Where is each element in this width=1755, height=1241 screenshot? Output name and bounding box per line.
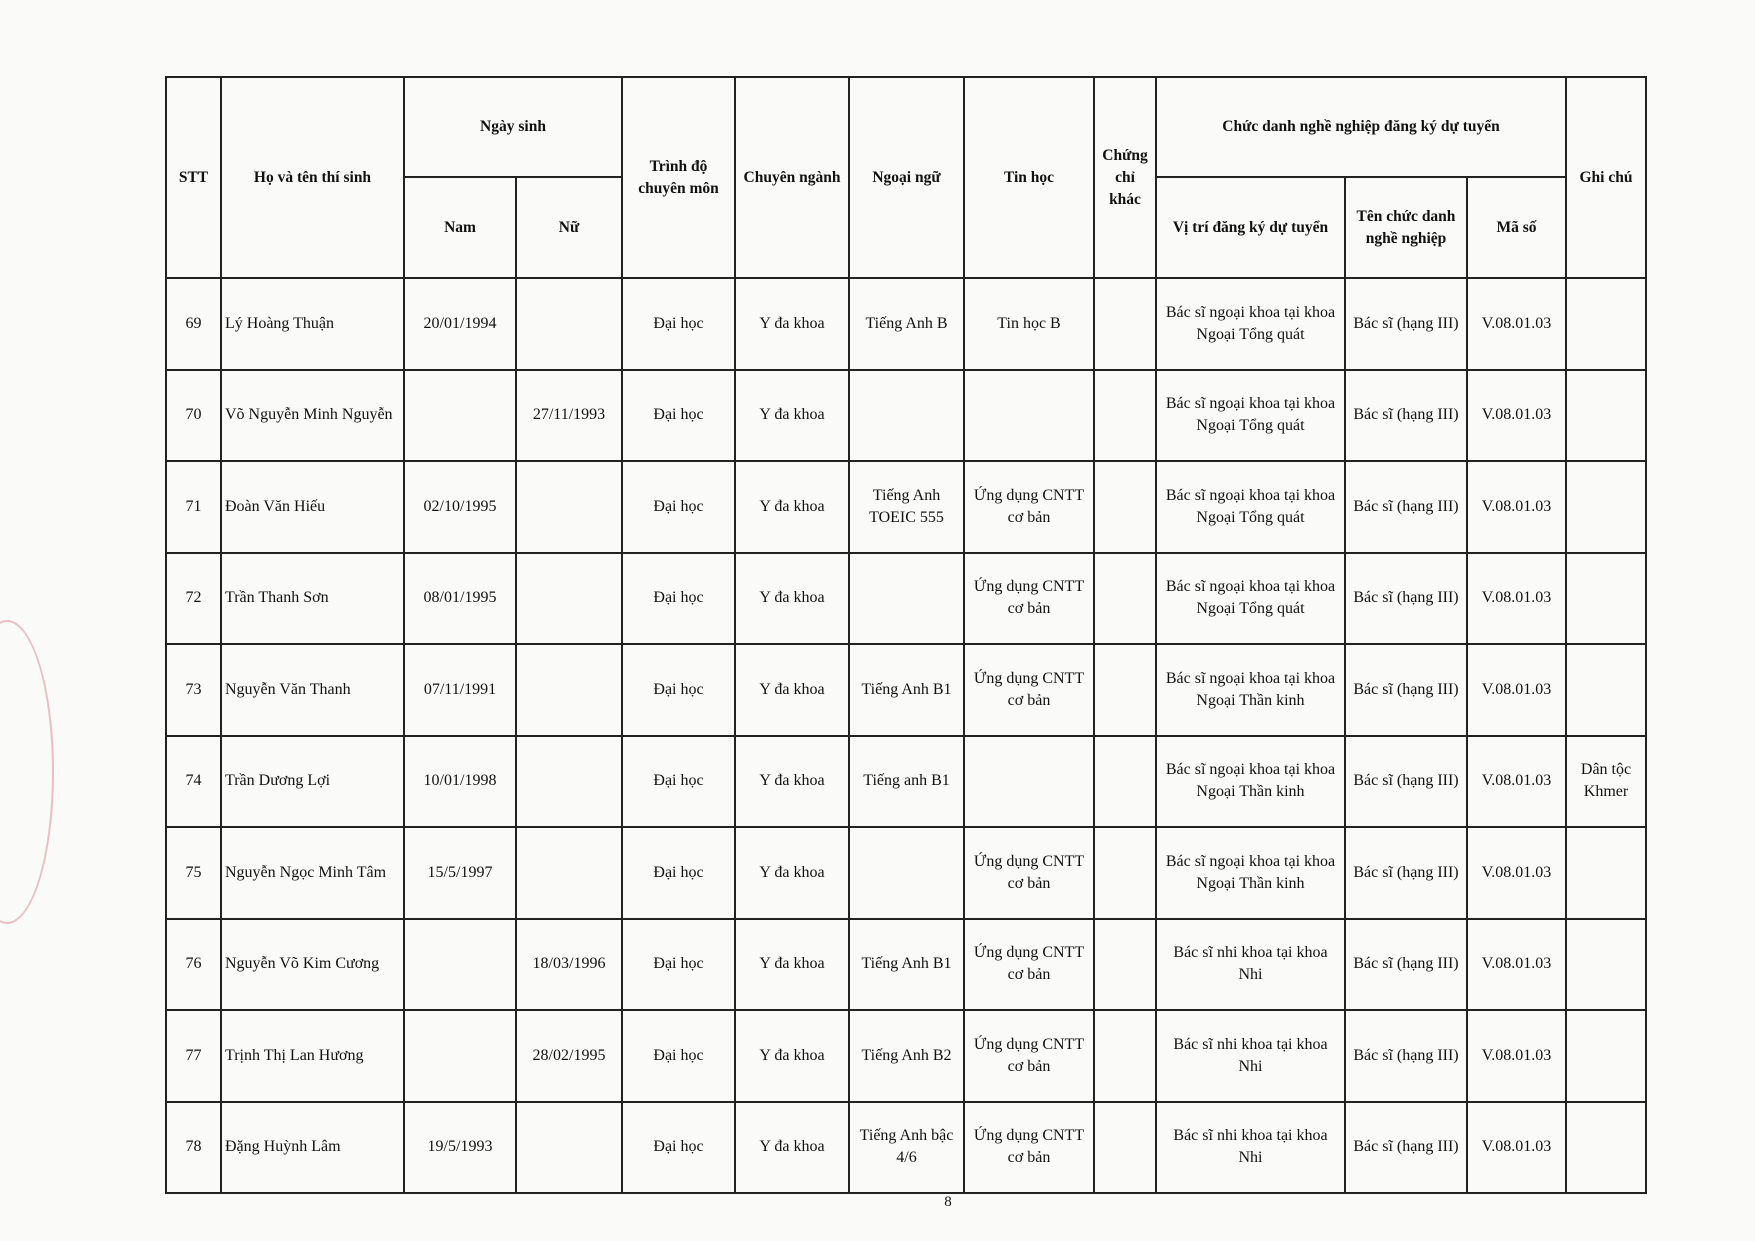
- cell-it: Ứng dụng CNTT cơ bản: [964, 1102, 1094, 1194]
- cell-male: [404, 370, 516, 462]
- cell-level: Đại học: [622, 370, 735, 462]
- cell-male: 15/5/1997: [404, 827, 516, 919]
- header-note: Ghi chú: [1566, 77, 1646, 278]
- cell-code: V.08.01.03: [1467, 461, 1566, 553]
- cell-male: [404, 919, 516, 1011]
- cell-male: [404, 1010, 516, 1102]
- table-row: [166, 736, 1646, 828]
- cell-it: Ứng dụng CNTT cơ bản: [964, 553, 1094, 645]
- cell-other: [1094, 370, 1156, 462]
- cell-level: Đại học: [622, 736, 735, 828]
- cell-stt: 69: [166, 278, 221, 370]
- cell-language: Tiếng Anh bậc 4/6: [849, 1102, 964, 1194]
- cell-female: [516, 644, 622, 736]
- cell-language: [849, 553, 964, 645]
- header-title: Tên chức danh nghề nghiệp: [1345, 177, 1467, 278]
- cell-language: [849, 827, 964, 919]
- header-code: Mã số: [1467, 177, 1566, 278]
- cell-position: Bác sĩ ngoại khoa tại khoa Ngoại Tổng quát: [1156, 461, 1345, 553]
- cell-code: V.08.01.03: [1467, 278, 1566, 370]
- table-body: [166, 278, 1646, 1193]
- cell-position: Bác sĩ nhi khoa tại khoa Nhi: [1156, 1102, 1345, 1194]
- cell-major: Y đa khoa: [735, 1102, 849, 1194]
- cell-major: Y đa khoa: [735, 919, 849, 1011]
- cell-female: [516, 827, 622, 919]
- cell-male: 19/5/1993: [404, 1102, 516, 1194]
- cell-title: Bác sĩ (hạng III): [1345, 1010, 1467, 1102]
- cell-it: Ứng dụng CNTT cơ bản: [964, 919, 1094, 1011]
- cell-other: [1094, 1010, 1156, 1102]
- cell-title: Bác sĩ (hạng III): [1345, 553, 1467, 645]
- page-number: 8: [944, 1194, 952, 1210]
- cell-other: [1094, 644, 1156, 736]
- cell-male: 02/10/1995: [404, 461, 516, 553]
- table-row: [166, 278, 1646, 370]
- candidate-table: [165, 76, 1647, 1194]
- cell-name: Trần Dương Lợi: [221, 736, 404, 828]
- cell-language: [849, 370, 964, 462]
- cell-position: Bác sĩ ngoại khoa tại khoa Ngoại Thần kinh: [1156, 736, 1345, 828]
- cell-level: Đại học: [622, 1010, 735, 1102]
- cell-name: Đặng Huỳnh Lâm: [221, 1102, 404, 1194]
- cell-stt: 72: [166, 553, 221, 645]
- cell-level: Đại học: [622, 1102, 735, 1194]
- header-position-group: Chức danh nghề nghiệp đăng ký dự tuyển: [1156, 77, 1566, 177]
- header-other-cert: Chứng chỉ khác: [1094, 77, 1156, 278]
- cell-level: Đại học: [622, 461, 735, 553]
- header-level: Trình độ chuyên môn: [622, 77, 735, 278]
- cell-name: Lý Hoàng Thuận: [221, 278, 404, 370]
- cell-other: [1094, 827, 1156, 919]
- cell-language: Tiếng Anh B2: [849, 1010, 964, 1102]
- table-row: [166, 644, 1646, 736]
- cell-female: 27/11/1993: [516, 370, 622, 462]
- table-row: [166, 461, 1646, 553]
- cell-it: Ứng dụng CNTT cơ bản: [964, 644, 1094, 736]
- cell-major: Y đa khoa: [735, 736, 849, 828]
- cell-it: Ứng dụng CNTT cơ bản: [964, 1010, 1094, 1102]
- cell-level: Đại học: [622, 919, 735, 1011]
- cell-title: Bác sĩ (hạng III): [1345, 736, 1467, 828]
- header-female: Nữ: [516, 177, 622, 278]
- cell-female: 18/03/1996: [516, 919, 622, 1011]
- cell-name: Nguyễn Võ Kim Cương: [221, 919, 404, 1011]
- cell-it: Ứng dụng CNTT cơ bản: [964, 461, 1094, 553]
- header-male: Nam: [404, 177, 516, 278]
- cell-it: Tin học B: [964, 278, 1094, 370]
- cell-code: V.08.01.03: [1467, 827, 1566, 919]
- cell-other: [1094, 1102, 1156, 1194]
- cell-major: Y đa khoa: [735, 370, 849, 462]
- cell-title: Bác sĩ (hạng III): [1345, 1102, 1467, 1194]
- cell-code: V.08.01.03: [1467, 1102, 1566, 1194]
- cell-male: 20/01/1994: [404, 278, 516, 370]
- cell-stt: 76: [166, 919, 221, 1011]
- cell-title: Bác sĩ (hạng III): [1345, 370, 1467, 462]
- cell-stt: 74: [166, 736, 221, 828]
- table-row: [166, 827, 1646, 919]
- header-dob: Ngày sinh: [404, 77, 622, 177]
- header-stt: STT: [166, 77, 221, 278]
- cell-male: 10/01/1998: [404, 736, 516, 828]
- cell-it: Ứng dụng CNTT cơ bản: [964, 827, 1094, 919]
- cell-major: Y đa khoa: [735, 1010, 849, 1102]
- cell-male: 07/11/1991: [404, 644, 516, 736]
- cell-other: [1094, 736, 1156, 828]
- cell-note: [1566, 827, 1646, 919]
- cell-code: V.08.01.03: [1467, 919, 1566, 1011]
- cell-position: Bác sĩ ngoại khoa tại khoa Ngoại Tổng quát: [1156, 278, 1345, 370]
- cell-code: V.08.01.03: [1467, 1010, 1566, 1102]
- table-row: [166, 1010, 1646, 1102]
- cell-other: [1094, 919, 1156, 1011]
- cell-language: Tiếng Anh B1: [849, 644, 964, 736]
- cell-code: V.08.01.03: [1467, 553, 1566, 645]
- cell-stt: 78: [166, 1102, 221, 1194]
- cell-language: Tiếng Anh B1: [849, 919, 964, 1011]
- cell-major: Y đa khoa: [735, 644, 849, 736]
- cell-female: [516, 1102, 622, 1194]
- cell-female: [516, 736, 622, 828]
- cell-position: Bác sĩ nhi khoa tại khoa Nhi: [1156, 1010, 1345, 1102]
- table-row: [166, 553, 1646, 645]
- stamp-mark: [0, 620, 54, 924]
- cell-name: Trịnh Thị Lan Hương: [221, 1010, 404, 1102]
- cell-name: Nguyễn Văn Thanh: [221, 644, 404, 736]
- cell-name: Nguyễn Ngọc Minh Tâm: [221, 827, 404, 919]
- cell-name: Võ Nguyễn Minh Nguyễn: [221, 370, 404, 462]
- cell-stt: 73: [166, 644, 221, 736]
- cell-note: [1566, 644, 1646, 736]
- cell-other: [1094, 461, 1156, 553]
- cell-name: Trần Thanh Sơn: [221, 553, 404, 645]
- table-row: [166, 370, 1646, 462]
- cell-language: Tiếng anh B1: [849, 736, 964, 828]
- cell-it: [964, 370, 1094, 462]
- cell-note: [1566, 278, 1646, 370]
- cell-code: V.08.01.03: [1467, 370, 1566, 462]
- cell-note: [1566, 1102, 1646, 1194]
- cell-code: V.08.01.03: [1467, 736, 1566, 828]
- cell-female: [516, 461, 622, 553]
- header-language: Ngoại ngữ: [849, 77, 964, 278]
- cell-language: Tiếng Anh TOEIC 555: [849, 461, 964, 553]
- cell-note: [1566, 919, 1646, 1011]
- cell-stt: 77: [166, 1010, 221, 1102]
- cell-position: Bác sĩ ngoại khoa tại khoa Ngoại Tổng quát: [1156, 370, 1345, 462]
- table-row: [166, 919, 1646, 1011]
- cell-it: [964, 736, 1094, 828]
- header-it: Tin học: [964, 77, 1094, 278]
- cell-major: Y đa khoa: [735, 461, 849, 553]
- table-row: [166, 1102, 1646, 1194]
- cell-male: 08/01/1995: [404, 553, 516, 645]
- cell-stt: 71: [166, 461, 221, 553]
- cell-note: [1566, 553, 1646, 645]
- cell-major: Y đa khoa: [735, 278, 849, 370]
- cell-position: Bác sĩ nhi khoa tại khoa Nhi: [1156, 919, 1345, 1011]
- cell-note: Dân tộc Khmer: [1566, 736, 1646, 828]
- cell-note: [1566, 461, 1646, 553]
- cell-other: [1094, 278, 1156, 370]
- cell-note: [1566, 1010, 1646, 1102]
- cell-title: Bác sĩ (hạng III): [1345, 827, 1467, 919]
- header-major: Chuyên ngành: [735, 77, 849, 278]
- cell-female: [516, 553, 622, 645]
- cell-title: Bác sĩ (hạng III): [1345, 644, 1467, 736]
- cell-level: Đại học: [622, 827, 735, 919]
- cell-title: Bác sĩ (hạng III): [1345, 278, 1467, 370]
- cell-level: Đại học: [622, 644, 735, 736]
- cell-other: [1094, 553, 1156, 645]
- cell-major: Y đa khoa: [735, 553, 849, 645]
- cell-position: Bác sĩ ngoại khoa tại khoa Ngoại Thần kinh: [1156, 827, 1345, 919]
- cell-title: Bác sĩ (hạng III): [1345, 461, 1467, 553]
- cell-position: Bác sĩ ngoại khoa tại khoa Ngoại Tổng quát: [1156, 553, 1345, 645]
- cell-stt: 70: [166, 370, 221, 462]
- cell-position: Bác sĩ ngoại khoa tại khoa Ngoại Thần kinh: [1156, 644, 1345, 736]
- cell-level: Đại học: [622, 553, 735, 645]
- cell-level: Đại học: [622, 278, 735, 370]
- header-position: Vị trí đăng ký dự tuyển: [1156, 177, 1345, 278]
- cell-note: [1566, 370, 1646, 462]
- cell-title: Bác sĩ (hạng III): [1345, 919, 1467, 1011]
- cell-name: Đoàn Văn Hiếu: [221, 461, 404, 553]
- header-name: Họ và tên thí sinh: [221, 77, 404, 278]
- cell-stt: 75: [166, 827, 221, 919]
- cell-major: Y đa khoa: [735, 827, 849, 919]
- cell-language: Tiếng Anh B: [849, 278, 964, 370]
- cell-code: V.08.01.03: [1467, 644, 1566, 736]
- cell-female: [516, 278, 622, 370]
- cell-female: 28/02/1995: [516, 1010, 622, 1102]
